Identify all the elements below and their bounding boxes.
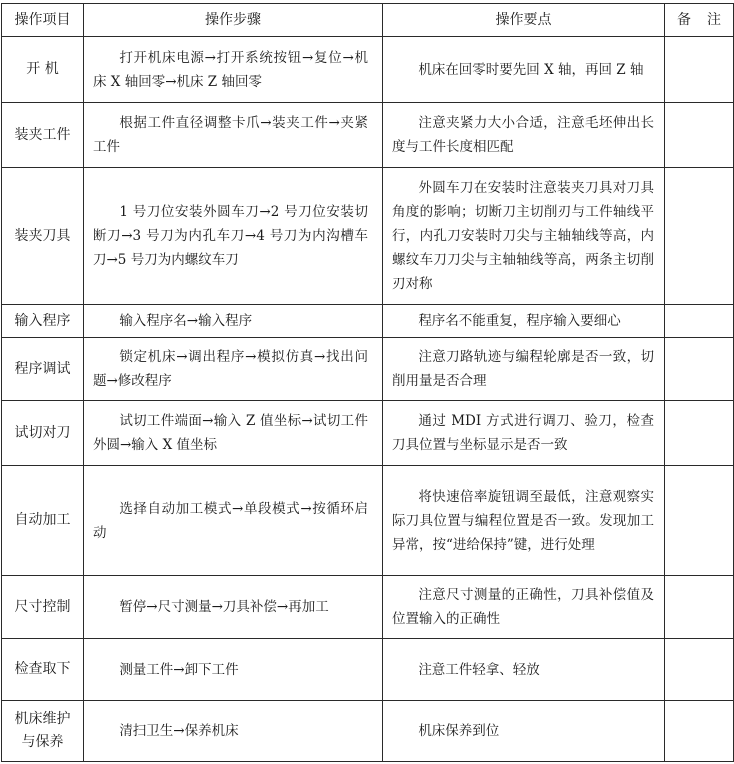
table-header-row [2,4,734,37]
row-item: 开 机 [2,37,84,103]
row-item-line2: 与保养 [21,734,64,750]
row-points: 通过 MDI 方式进行调刀、验刀，检查刀具位置与坐标显示是否一致 [383,401,665,466]
header-item: 操作项目 [2,4,84,37]
row-points: 注意夹紧力大小合适，注意毛坯伸出长度与工件长度相匹配 [383,103,665,168]
row-item: 检查取下 [2,639,84,701]
table-row [2,305,734,338]
row-remark [665,401,734,466]
row-item: 程序调试 [2,338,84,401]
row-points: 外圆车刀在安装时注意装夹刀具对刀具角度的影响；切断刀主切削刃与工件轴线平行，内孔刀安装时刀尖与主轴轴线等高，内螺纹车刀刀尖与主轴轴线等高，两条主切削刃对称 [383,168,665,305]
row-remark [665,338,734,401]
row-remark [665,466,734,576]
row-item: 尺寸控制 [2,576,84,639]
header-points: 操作要点 [383,4,665,37]
table-row [2,401,734,466]
table-row [2,466,734,576]
row-item: 试切对刀 [2,401,84,466]
row-points: 程序名不能重复，程序输入要细心 [383,305,665,338]
header-remark-b: 注 [707,12,721,28]
table-row [2,338,734,401]
table-row [2,701,734,762]
row-points: 注意尺寸测量的正确性，刀具补偿值及位置输入的正确性 [383,576,665,639]
header-remark [665,4,734,37]
row-steps: 清扫卫生→保养机床 [84,701,383,762]
table-row [2,639,734,701]
row-remark [665,37,734,103]
row-steps: 输入程序名→输入程序 [84,305,383,338]
row-item: 装夹刀具 [2,168,84,305]
row-steps: 1 号刀位安装外圆车刀→2 号刀位安装切断刀→3 号刀为内孔车刀→4 号刀为内沟槽车刀→5 号刀为内螺纹车刀 [84,168,383,305]
row-steps: 锁定机床→调出程序→模拟仿真→找出问题→修改程序 [84,338,383,401]
row-steps: 测量工件→卸下工件 [84,639,383,701]
row-steps: 选择自动加工模式→单段模式→按循环启动 [84,466,383,576]
row-item: 自动加工 [2,466,84,576]
row-points: 机床在回零时要先回 X 轴，再回 Z 轴 [383,37,665,103]
row-steps: 试切工件端面→输入 Z 值坐标→试切工件外圆→输入 X 值坐标 [84,401,383,466]
row-points: 机床保养到位 [383,701,665,762]
row-item: 输入程序 [2,305,84,338]
row-steps: 打开机床电源→打开系统按钮→复位→机床 X 轴回零→机床 Z 轴回零 [84,37,383,103]
row-steps: 根据工件直径调整卡爪→装夹工件→夹紧工件 [84,103,383,168]
table-row [2,103,734,168]
row-points: 注意刀路轨迹与编程轮廓是否一致，切削用量是否合理 [383,338,665,401]
table-row [2,37,734,103]
row-points: 注意工件轻拿、轻放 [383,639,665,701]
table-row [2,576,734,639]
row-points: 将快速倍率旋钮调至最低，注意观察实际刀具位置与编程位置是否一致。发现加工异常，按“进给保持”键，进行处理 [383,466,665,576]
row-item: 装夹工件 [2,103,84,168]
header-steps: 操作步骤 [84,4,383,37]
row-remark [665,701,734,762]
row-remark [665,305,734,338]
row-steps: 暂停→尺寸测量→刀具补偿→再加工 [84,576,383,639]
row-item-line1: 机床维护 [14,711,71,727]
row-remark [665,168,734,305]
table-row [2,168,734,305]
row-remark [665,103,734,168]
operation-table [1,3,734,762]
row-remark [665,639,734,701]
row-item [2,701,84,762]
header-remark-a: 备 [677,12,691,28]
row-remark [665,576,734,639]
